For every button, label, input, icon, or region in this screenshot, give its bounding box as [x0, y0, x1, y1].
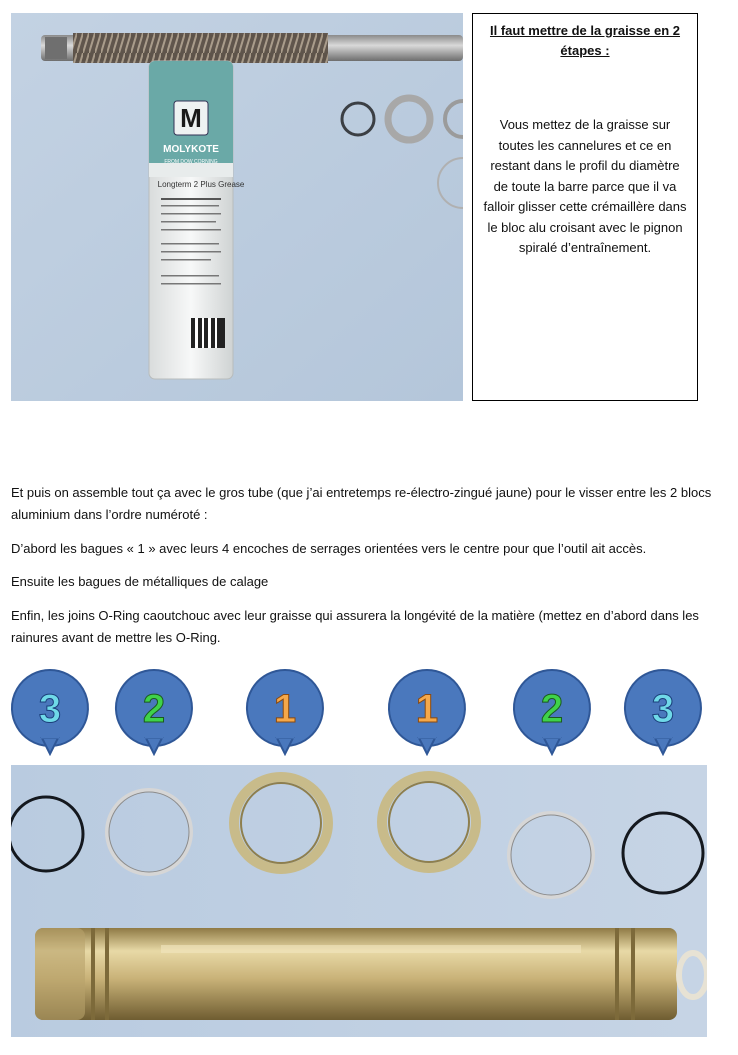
badge-number: 2	[142, 687, 166, 731]
badge-number: 1	[415, 687, 439, 731]
brand-label: MOLYKOTE	[163, 144, 219, 155]
badge-washer-right	[512, 668, 592, 756]
logo-letter: M	[180, 103, 202, 133]
badge-nut-left	[245, 668, 325, 756]
badge-number: 1	[273, 687, 297, 731]
paragraph-rings-1: D’abord les bagues « 1 » avec leurs 4 encoches de serrages orientées vers le centre pour que l’outil ait accès.	[11, 541, 647, 556]
badge-number: 3	[38, 687, 62, 731]
badge-washer-left	[114, 668, 194, 756]
subbrand-label: FROM DOW CORNING	[164, 159, 218, 165]
badge-number: 2	[540, 687, 564, 731]
paragraph-rings-3: Enfin, les joins O-Ring caoutchouc avec leur graisse qui assurera la longévité de la matière (mettez en d’abord dans les rainures avant de mettre les O-Ring.	[11, 608, 699, 645]
callout-body: Vous mettez de la graisse sur toutes les cannelures et ce en restant dans le profil du diamètre de toute la barre parce que il va falloir glisser cette crémaillère dans le bloc alu croisant avec le pignon spiralé d’entraînement.	[483, 117, 687, 255]
zinc-tube	[35, 928, 707, 1020]
badge-nut-right	[387, 668, 467, 756]
badge-oring-left	[10, 668, 90, 756]
badge-oring-right	[623, 668, 703, 756]
badge-number: 3	[651, 687, 675, 731]
callout-title: Il faut mettre de la graisse en 2 étapes :	[489, 23, 681, 58]
photo-rack-and-grease	[11, 13, 463, 401]
photo-tube-and-rings	[11, 765, 707, 1037]
product-label: Longterm 2 Plus Grease	[157, 180, 245, 189]
callout-box	[472, 13, 698, 401]
paragraph-rings-2: Ensuite les bagues de métalliques de calage	[11, 574, 269, 589]
paragraph-assembly: Et puis on assemble tout ça avec le gros tube (que j’ai entretemps re-électro-zingué jaune) pour le visser entre les 2 blocs aluminium dans l’ordre numéroté :	[11, 485, 712, 522]
rack-bar	[41, 33, 463, 63]
